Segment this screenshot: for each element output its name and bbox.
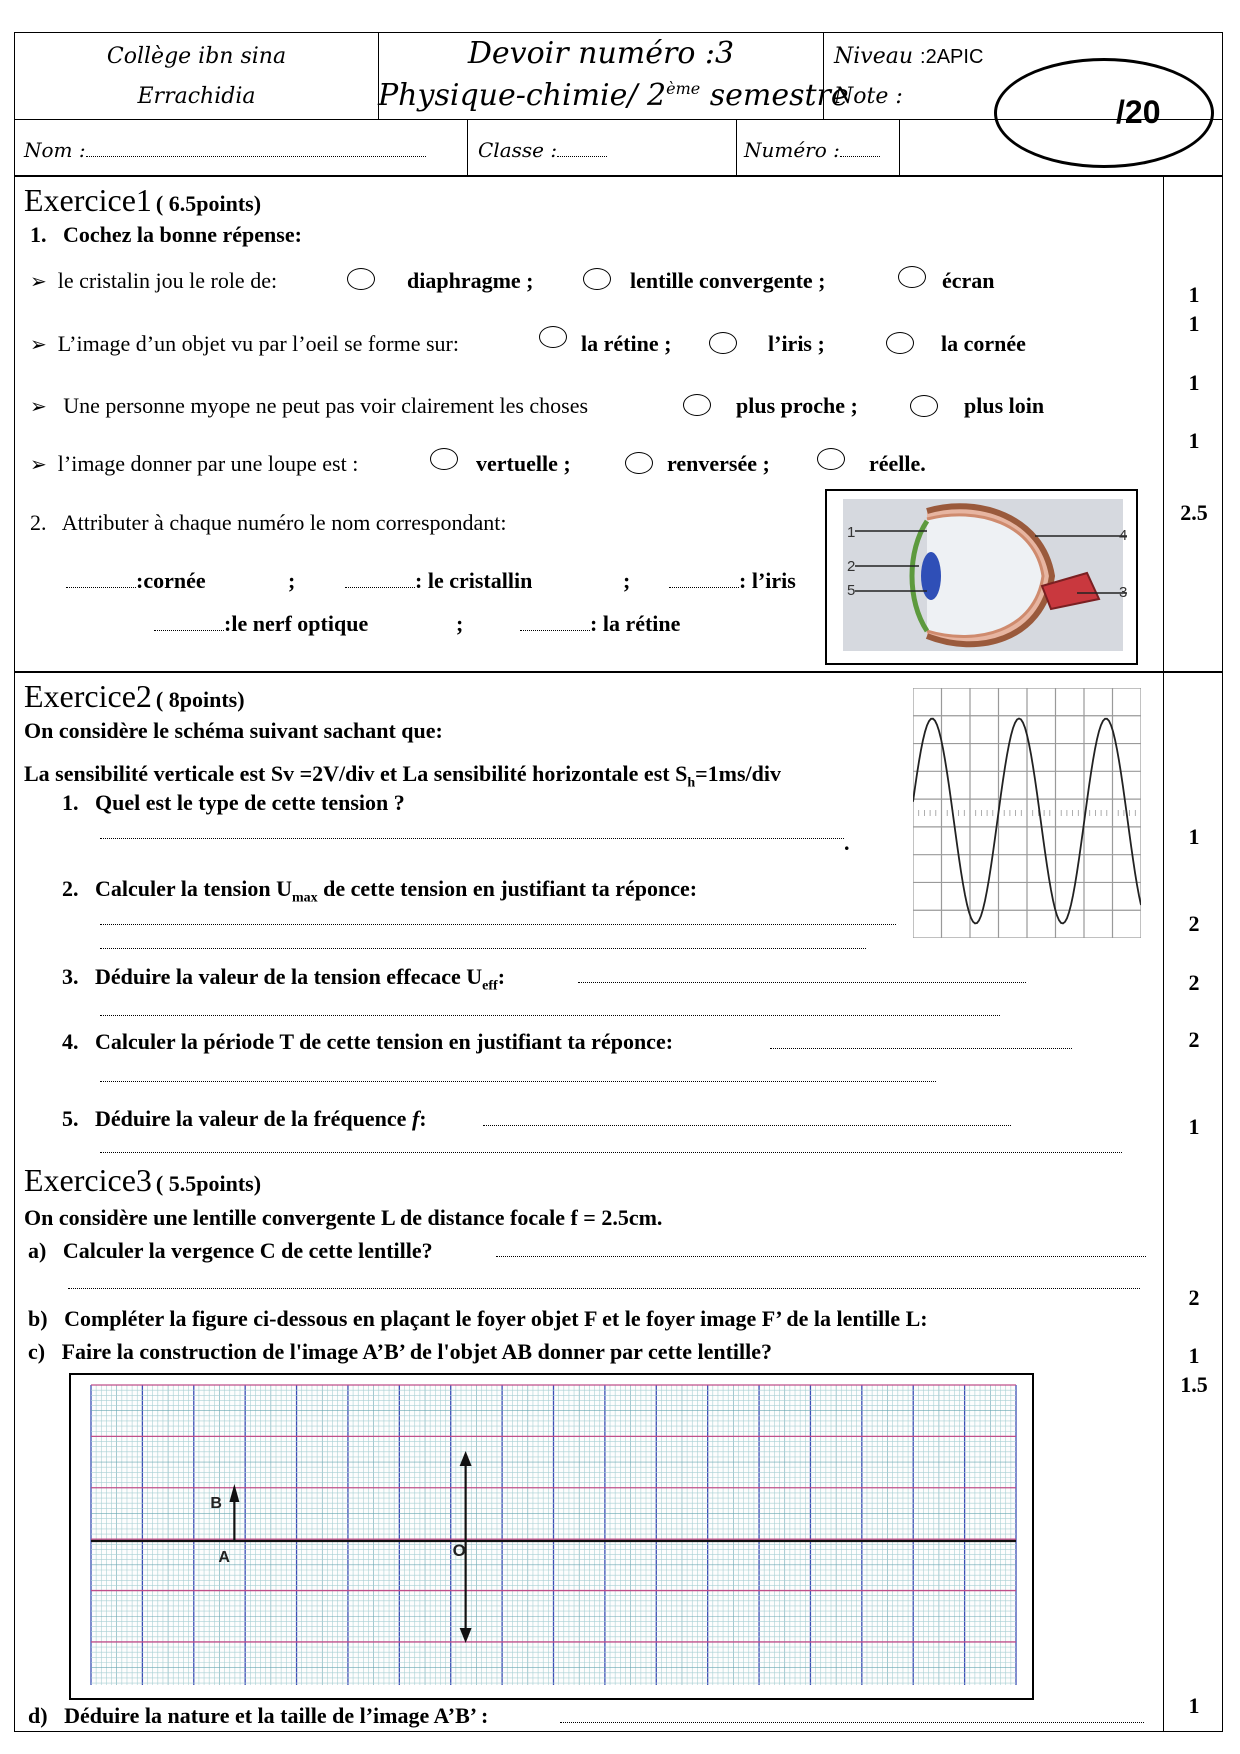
mark: 2 (1188, 1285, 1200, 1310)
mark: 2 (1188, 970, 1200, 995)
note-label: Note : (834, 84, 903, 109)
answer-line[interactable] (100, 838, 844, 839)
mark: 1 (1188, 282, 1200, 307)
option-label: la cornée (941, 331, 1026, 356)
option-checkbox[interactable] (709, 332, 737, 354)
ex1-item-1: ➢ le cristalin jou le role de: (30, 268, 278, 293)
mark: 1 (1188, 428, 1200, 453)
eye-number-label: 5 (847, 582, 856, 599)
mark: 2 (1188, 1027, 1200, 1052)
option-checkbox[interactable] (910, 395, 938, 417)
mark: 1 (1188, 311, 1200, 336)
separator: ; (623, 568, 631, 593)
ex2-q3: 3. Déduire la valeur de la tension effecace $U_{eff}$: (62, 964, 506, 994)
graph-paper (71, 1375, 1032, 1698)
score-total: /20 (1116, 94, 1161, 130)
ex1-answer-cornea[interactable]: :cornée (66, 568, 206, 594)
option-checkbox[interactable] (817, 448, 845, 470)
mark: 1 (1188, 370, 1200, 395)
answer-line[interactable] (100, 1015, 1000, 1016)
school-name: Collège ibn sina (106, 44, 287, 69)
answer-line[interactable] (483, 1125, 1011, 1126)
option-label: plus loin (964, 393, 1045, 418)
school-city: Errachidia (137, 84, 256, 109)
exam-title: Devoir numéro :3 (467, 36, 735, 71)
eye-number-label: 4 (1119, 527, 1128, 544)
mark: 2.5 (1180, 500, 1208, 525)
ex1-q2: 2. Attributer à chaque numéro le nom correspondant: (30, 510, 507, 535)
ex2-q1: 1. Quel est le type de cette tension ? (62, 790, 405, 815)
answer-line[interactable] (770, 1048, 1072, 1049)
ex1-answer-iris[interactable]: : l’iris (669, 568, 796, 594)
mark: 1 (1188, 1343, 1200, 1368)
eye-number-label: 3 (1119, 584, 1128, 601)
ex3-intro: On considère une lentille convergente L de distance focale f = 2.5cm. (24, 1205, 663, 1230)
ex2-heading: Exercice2 ( 8points) (24, 678, 245, 714)
lens-figure (69, 1373, 1034, 1700)
nom-field[interactable]: Nom : (24, 138, 426, 162)
ex3-item-c: c) Faire la construction de l'image A’B’ de l'objet AB donner par cette lentille? (28, 1339, 773, 1364)
oscilloscope-screen (913, 688, 1141, 938)
option-label: vertuelle ; (476, 451, 571, 476)
ex3-heading: Exercice3 ( 5.5points) (24, 1162, 262, 1198)
exam-subject: Physique-chimie/ 2ème semestre (378, 78, 849, 113)
answer-line[interactable] (68, 1288, 1140, 1289)
option-checkbox[interactable] (430, 448, 458, 470)
label-a: A (218, 1549, 230, 1566)
answer-line[interactable] (100, 948, 866, 949)
option-label: lentille convergente ; (630, 268, 826, 293)
separator: ; (456, 611, 464, 636)
option-label: plus proche ; (736, 393, 858, 418)
answer-line[interactable] (100, 924, 896, 925)
ex1-q1: 1. Cochez la bonne répense: (30, 222, 302, 247)
classe-field[interactable]: Classe : (478, 138, 607, 162)
answer-line[interactable] (100, 1152, 1122, 1153)
answer-line[interactable] (100, 1081, 936, 1082)
ex2-sensitivity: La sensibilité verticale est Sv =2V/div et La sensibilité horizontale est $S_h=1ms$/div (24, 761, 782, 791)
ex3-item-b: b) Compléter la figure ci-dessous en plaçant le foyer objet F et le foyer image F’ de la lentille L: (28, 1306, 928, 1331)
mark: 1.5 (1180, 1372, 1208, 1397)
mark: 1 (1188, 1693, 1200, 1718)
mark: 2 (1188, 911, 1200, 936)
ex1-answer-nerve[interactable]: :le nerf optique (154, 611, 368, 637)
oscilloscope-grid (913, 688, 1141, 938)
header-empty-cell (899, 119, 1223, 176)
eye-number-label: 1 (847, 524, 856, 541)
ex1-answer-lens[interactable]: : le cristallin (345, 568, 532, 594)
mark: 1 (1188, 1114, 1200, 1139)
ex1-marks-column (1163, 176, 1223, 672)
option-label: diaphragme ; (407, 268, 534, 293)
ex2-intro: On considère le schéma suivant sachant que: (24, 718, 443, 743)
option-label: réelle. (869, 451, 926, 476)
option-label: écran (942, 268, 995, 293)
option-label: renversée ; (667, 451, 770, 476)
separator: ; (288, 568, 296, 593)
ex2-q4: 4. Calculer la période T de cette tension en justifiant ta réponce: (62, 1029, 674, 1054)
option-checkbox[interactable] (625, 452, 653, 474)
ex1-item-4: ➢ l’image donner par une loupe est : (30, 451, 359, 476)
option-label: la rétine ; (581, 331, 672, 356)
ex3-item-a: a) Calculer la vergence C de cette lentille? (28, 1238, 433, 1263)
niveau-label: Niveau :2APIC (834, 44, 984, 69)
label-o: O (452, 1541, 466, 1560)
answer-line[interactable] (578, 982, 1026, 983)
option-label: l’iris ; (768, 331, 825, 356)
option-checkbox[interactable] (539, 326, 567, 348)
period: . (844, 830, 850, 855)
answer-line[interactable] (560, 1722, 1144, 1723)
option-checkbox[interactable] (683, 394, 711, 416)
ex1-heading: Exercice1 ( 6.5points) (24, 182, 262, 218)
answer-line[interactable] (496, 1256, 1146, 1257)
option-checkbox[interactable] (583, 268, 611, 290)
eye-illustration (827, 491, 1136, 663)
ex3-item-d: d) Déduire la nature et la taille de l’image A’B’ : (28, 1703, 489, 1728)
ex1-item-2: ➢ L’image d’un objet vu par l’oeil se forme sur: (30, 331, 459, 356)
option-checkbox[interactable] (886, 332, 914, 354)
ex2-q2: 2. Calculer la tension $U_{max}$ de cette tension en justifiant ta réponce: (62, 876, 698, 906)
mark: 1 (1188, 824, 1200, 849)
ex1-answer-retina[interactable]: : la rétine (520, 611, 680, 637)
eye-diagram (825, 489, 1138, 665)
option-checkbox[interactable] (347, 268, 375, 290)
option-checkbox[interactable] (898, 266, 926, 288)
numero-field[interactable]: Numéro : (744, 138, 880, 162)
ex1-item-3: ➢ Une personne myope ne peut pas voir clairement les choses (30, 393, 589, 418)
label-b: B (210, 1495, 222, 1512)
eye-number-label: 2 (847, 558, 856, 575)
ex2-q5: 5. Déduire la valeur de la fréquence f: (62, 1106, 427, 1131)
